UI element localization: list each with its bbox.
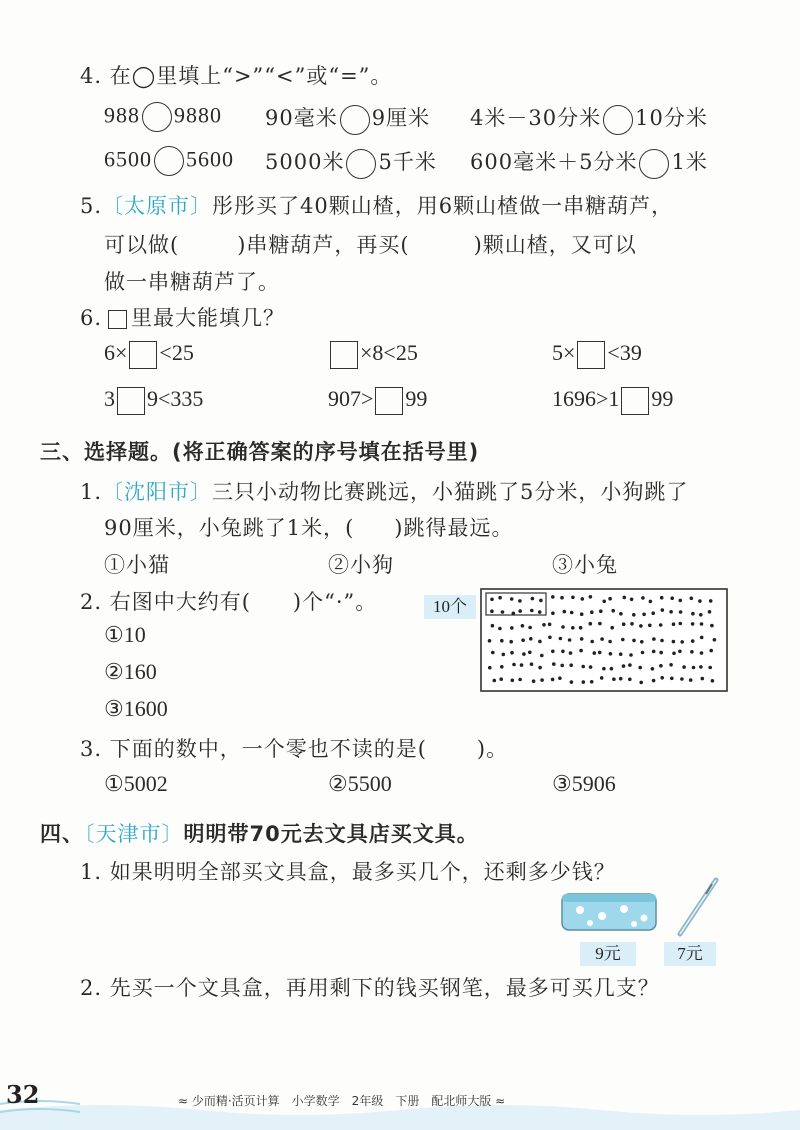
s3-q3-option-3: ③5906 bbox=[552, 771, 616, 796]
dot bbox=[652, 650, 656, 654]
dot bbox=[630, 598, 634, 602]
dot bbox=[559, 637, 563, 641]
q5-line-1: 5.〔太原市〕彤彤买了40颗山楂，用6颗山楂做一串糖葫芦， bbox=[80, 194, 674, 218]
dot bbox=[511, 679, 515, 683]
s4-q1-text: 1. 如果明明全部买文具盒，最多买几个，还剩多少钱？ bbox=[80, 860, 616, 884]
dot bbox=[622, 622, 626, 626]
dot bbox=[589, 595, 593, 599]
dot bbox=[521, 638, 525, 642]
dot bbox=[569, 651, 573, 655]
q6-item-5: 907> 99 bbox=[328, 386, 427, 415]
dot bbox=[548, 636, 552, 640]
dot bbox=[680, 640, 684, 644]
dot bbox=[680, 677, 684, 681]
s3-q2-option-3: ③1600 bbox=[104, 696, 168, 721]
dot bbox=[602, 667, 606, 671]
dot bbox=[652, 637, 656, 641]
dot bbox=[679, 599, 683, 603]
dot bbox=[709, 599, 713, 603]
s3-q1-line-2: 90厘米，小兔跳了1米，( )跳得最远。 bbox=[104, 516, 514, 540]
dot bbox=[498, 596, 502, 600]
q4-item-3: 4米－30分米 10分米 bbox=[470, 102, 708, 135]
dot bbox=[512, 612, 516, 616]
dot-figure bbox=[480, 588, 728, 692]
dot bbox=[529, 637, 533, 641]
q6-item-4: 3 9<335 bbox=[104, 386, 203, 415]
dot bbox=[568, 638, 572, 642]
dot bbox=[670, 677, 674, 681]
q6-item-6: 1696>1 99 bbox=[552, 386, 673, 415]
dot bbox=[509, 640, 513, 644]
dot bbox=[690, 650, 694, 654]
dot bbox=[538, 666, 542, 670]
dot bbox=[672, 622, 676, 626]
dot bbox=[551, 650, 555, 654]
dot bbox=[580, 637, 584, 641]
dot bbox=[502, 653, 506, 657]
q6-item-3: 5× <39 bbox=[552, 340, 642, 369]
dot bbox=[498, 627, 502, 631]
dot bbox=[699, 665, 703, 669]
answer-circle[interactable] bbox=[603, 105, 633, 135]
dot bbox=[610, 667, 614, 671]
q6-title: 6. 里最大能填几？ bbox=[80, 306, 286, 330]
dot bbox=[691, 639, 695, 643]
s3-q3-option-1: ①5002 bbox=[104, 771, 168, 796]
dot bbox=[570, 611, 574, 615]
dot bbox=[609, 652, 613, 656]
dot bbox=[648, 624, 652, 628]
dot bbox=[642, 613, 646, 617]
dot bbox=[532, 679, 536, 683]
dot bbox=[528, 626, 532, 630]
dot bbox=[608, 640, 612, 644]
dot bbox=[651, 667, 655, 671]
dot bbox=[599, 609, 603, 613]
dot bbox=[539, 599, 543, 603]
dot bbox=[582, 680, 586, 684]
dot bbox=[563, 610, 567, 614]
dot bbox=[602, 600, 606, 604]
dot bbox=[630, 622, 634, 626]
dot bbox=[612, 677, 616, 681]
dot bbox=[670, 596, 674, 600]
dot bbox=[622, 664, 626, 668]
dot bbox=[709, 649, 713, 653]
square-icon bbox=[108, 310, 127, 329]
dot bbox=[628, 678, 632, 682]
dot bbox=[649, 600, 653, 604]
answer-circle[interactable] bbox=[142, 102, 172, 132]
dot bbox=[610, 626, 614, 630]
answer-box[interactable] bbox=[129, 341, 157, 369]
dot bbox=[700, 622, 704, 626]
dot bbox=[491, 651, 495, 655]
dot bbox=[540, 654, 544, 658]
dot bbox=[593, 651, 597, 655]
answer-circle[interactable] bbox=[154, 146, 184, 176]
q4-item-1: 988 9880 bbox=[104, 102, 222, 132]
dot bbox=[490, 609, 494, 613]
dot bbox=[691, 612, 695, 616]
dot bbox=[611, 609, 615, 613]
dot bbox=[510, 597, 514, 601]
dot bbox=[701, 677, 705, 681]
dot bbox=[700, 651, 704, 655]
dot bbox=[713, 638, 717, 642]
dot bbox=[518, 599, 522, 603]
s3-q2-option-1: ①10 bbox=[104, 622, 146, 647]
dot bbox=[510, 651, 514, 655]
footer-text: ≈ 少而精·活页计算 小学数学 2年级 下册 配北师大版 ≈ bbox=[178, 1094, 506, 1108]
dot bbox=[708, 666, 712, 670]
dot bbox=[660, 676, 664, 680]
dot bbox=[698, 599, 702, 603]
dot bbox=[629, 653, 633, 657]
dot bbox=[581, 665, 585, 669]
answer-box[interactable] bbox=[330, 341, 358, 369]
s4-q2-text: 2. 先买一个文具盒，再用剩下的钱买钢笔，最多可买几支？ bbox=[80, 976, 660, 1000]
dot bbox=[531, 597, 535, 601]
s3-q1-region-tag: 〔沈阳市〕 bbox=[102, 480, 213, 504]
dot bbox=[561, 650, 565, 654]
q4-item-5: 5000米 5千米 bbox=[265, 146, 437, 179]
dot bbox=[569, 663, 573, 667]
dot bbox=[542, 623, 546, 627]
answer-circle[interactable] bbox=[346, 149, 376, 179]
dot bbox=[540, 678, 544, 682]
s3-q1-line-1: 1.〔沈阳市〕三只小动物比赛跳远，小猫跳了5分米，小狗跳了 bbox=[80, 480, 689, 504]
s3-q2-text: 2. 右图中大约有( )个“·”。 bbox=[80, 590, 378, 614]
dot bbox=[571, 596, 575, 600]
dot bbox=[711, 679, 715, 683]
answer-box[interactable] bbox=[375, 387, 403, 415]
dot bbox=[528, 651, 532, 655]
dot bbox=[641, 651, 645, 655]
dot bbox=[689, 678, 693, 682]
dot bbox=[699, 613, 703, 617]
dot bbox=[520, 663, 524, 667]
q4-item-4: 6500 5600 bbox=[104, 146, 234, 176]
dot bbox=[639, 624, 643, 628]
section4-region-tag: 〔天津市〕 bbox=[84, 822, 184, 846]
dot bbox=[672, 640, 676, 644]
dot bbox=[598, 622, 602, 626]
dot bbox=[551, 678, 555, 682]
dot bbox=[600, 676, 604, 680]
dot bbox=[652, 679, 656, 683]
dot bbox=[692, 666, 696, 670]
answer-box[interactable] bbox=[577, 341, 605, 369]
dot bbox=[669, 610, 673, 614]
dot bbox=[661, 608, 665, 612]
dot bbox=[512, 663, 516, 667]
pencil-box-icon bbox=[560, 890, 660, 936]
dot bbox=[632, 639, 636, 643]
dot bbox=[518, 678, 522, 682]
dot bbox=[590, 610, 594, 614]
dot bbox=[500, 639, 504, 643]
dot bbox=[570, 680, 574, 684]
dot bbox=[493, 679, 497, 683]
dot bbox=[651, 611, 655, 615]
dot bbox=[490, 598, 494, 602]
dot bbox=[560, 596, 564, 600]
dot bbox=[672, 652, 676, 656]
dot bbox=[682, 665, 686, 669]
s3-q3-option-2: ②5500 bbox=[328, 771, 392, 796]
pen-icon bbox=[672, 876, 722, 940]
dot bbox=[621, 638, 625, 642]
s3-q3-text: 3. 下面的数中，一个零也不读的是( )。 bbox=[80, 737, 509, 761]
dot bbox=[580, 612, 584, 616]
dot bbox=[548, 623, 552, 627]
dot bbox=[561, 625, 565, 629]
dot bbox=[488, 666, 492, 670]
dot bbox=[510, 626, 514, 630]
dot bbox=[690, 597, 694, 601]
dot bbox=[628, 663, 632, 667]
dot-group-label: 10个 bbox=[424, 595, 476, 619]
dot bbox=[598, 651, 602, 655]
dot bbox=[619, 652, 623, 656]
dot bbox=[691, 622, 695, 626]
section3-title: 三、选择题。(将正确答案的序号填在括号里) bbox=[40, 440, 480, 464]
dot bbox=[501, 610, 505, 614]
dot bbox=[488, 639, 492, 643]
q5-line-3: 做一串糖葫芦了。 bbox=[104, 270, 280, 294]
dot bbox=[659, 623, 663, 627]
pen-price: 7元 bbox=[664, 942, 716, 966]
dot bbox=[518, 609, 522, 613]
dot bbox=[659, 664, 663, 668]
dot bbox=[491, 624, 495, 628]
s3-q1-option-1: ①小猫 bbox=[104, 553, 170, 577]
dot bbox=[679, 610, 683, 614]
dot bbox=[700, 636, 704, 640]
dot bbox=[669, 663, 673, 667]
dot bbox=[679, 622, 683, 626]
dot bbox=[571, 626, 575, 630]
dot bbox=[600, 637, 604, 641]
dot bbox=[530, 662, 534, 666]
dot bbox=[551, 595, 555, 599]
dot bbox=[640, 640, 644, 644]
dot bbox=[558, 676, 562, 680]
dot bbox=[521, 624, 525, 628]
dot bbox=[538, 640, 542, 644]
dot bbox=[589, 665, 593, 669]
dot bbox=[639, 681, 643, 685]
q6-item-1: 6× <25 bbox=[104, 340, 194, 369]
dot bbox=[499, 677, 503, 681]
q4-title: 4. 在◯里填上“>”“<”或“=”。 bbox=[80, 64, 393, 88]
dot bbox=[530, 609, 534, 613]
dot bbox=[708, 610, 712, 614]
s3-q1-option-3: ③小兔 bbox=[552, 553, 618, 577]
dot bbox=[659, 651, 663, 655]
dot bbox=[619, 612, 623, 616]
s3-q2-option-2: ②160 bbox=[104, 659, 157, 684]
answer-circle[interactable] bbox=[340, 105, 370, 135]
dot bbox=[638, 666, 642, 670]
dot bbox=[660, 639, 664, 643]
dot bbox=[641, 596, 645, 600]
dot bbox=[590, 640, 594, 644]
dot bbox=[590, 680, 594, 684]
section4-title: 四、〔天津市〕明明带70元去文具店买文具。 bbox=[40, 822, 479, 846]
answer-box[interactable] bbox=[117, 387, 145, 415]
q4-item-2: 90毫米 9厘米 bbox=[265, 102, 430, 135]
s3-q1-option-2: ②小狗 bbox=[328, 553, 394, 577]
q5-line-2: 可以做( )串糖葫芦，再买( )颗山楂，又可以 bbox=[104, 233, 637, 257]
q5-region-tag: 〔太原市〕 bbox=[102, 194, 213, 218]
dot bbox=[632, 613, 636, 617]
dot bbox=[579, 626, 583, 630]
dot bbox=[678, 650, 682, 654]
dot bbox=[579, 649, 583, 653]
dot bbox=[560, 664, 564, 668]
dot bbox=[589, 622, 593, 626]
dot bbox=[660, 596, 664, 600]
dot bbox=[623, 596, 627, 600]
answer-box[interactable] bbox=[621, 387, 649, 415]
dot bbox=[522, 652, 526, 656]
pencil-box-price: 9元 bbox=[580, 942, 636, 966]
dot bbox=[538, 610, 542, 614]
dot bbox=[500, 665, 504, 669]
dot bbox=[552, 662, 556, 666]
dot bbox=[581, 597, 585, 601]
dot bbox=[710, 624, 714, 628]
q6-item-2: ×8<25 bbox=[328, 340, 418, 369]
q4-item-6: 600毫米＋5分米 1米 bbox=[470, 146, 708, 179]
dot bbox=[608, 597, 612, 601]
page-number: 32 bbox=[6, 1080, 40, 1109]
dot bbox=[551, 611, 555, 615]
dot bbox=[619, 677, 623, 681]
answer-circle[interactable] bbox=[639, 149, 669, 179]
